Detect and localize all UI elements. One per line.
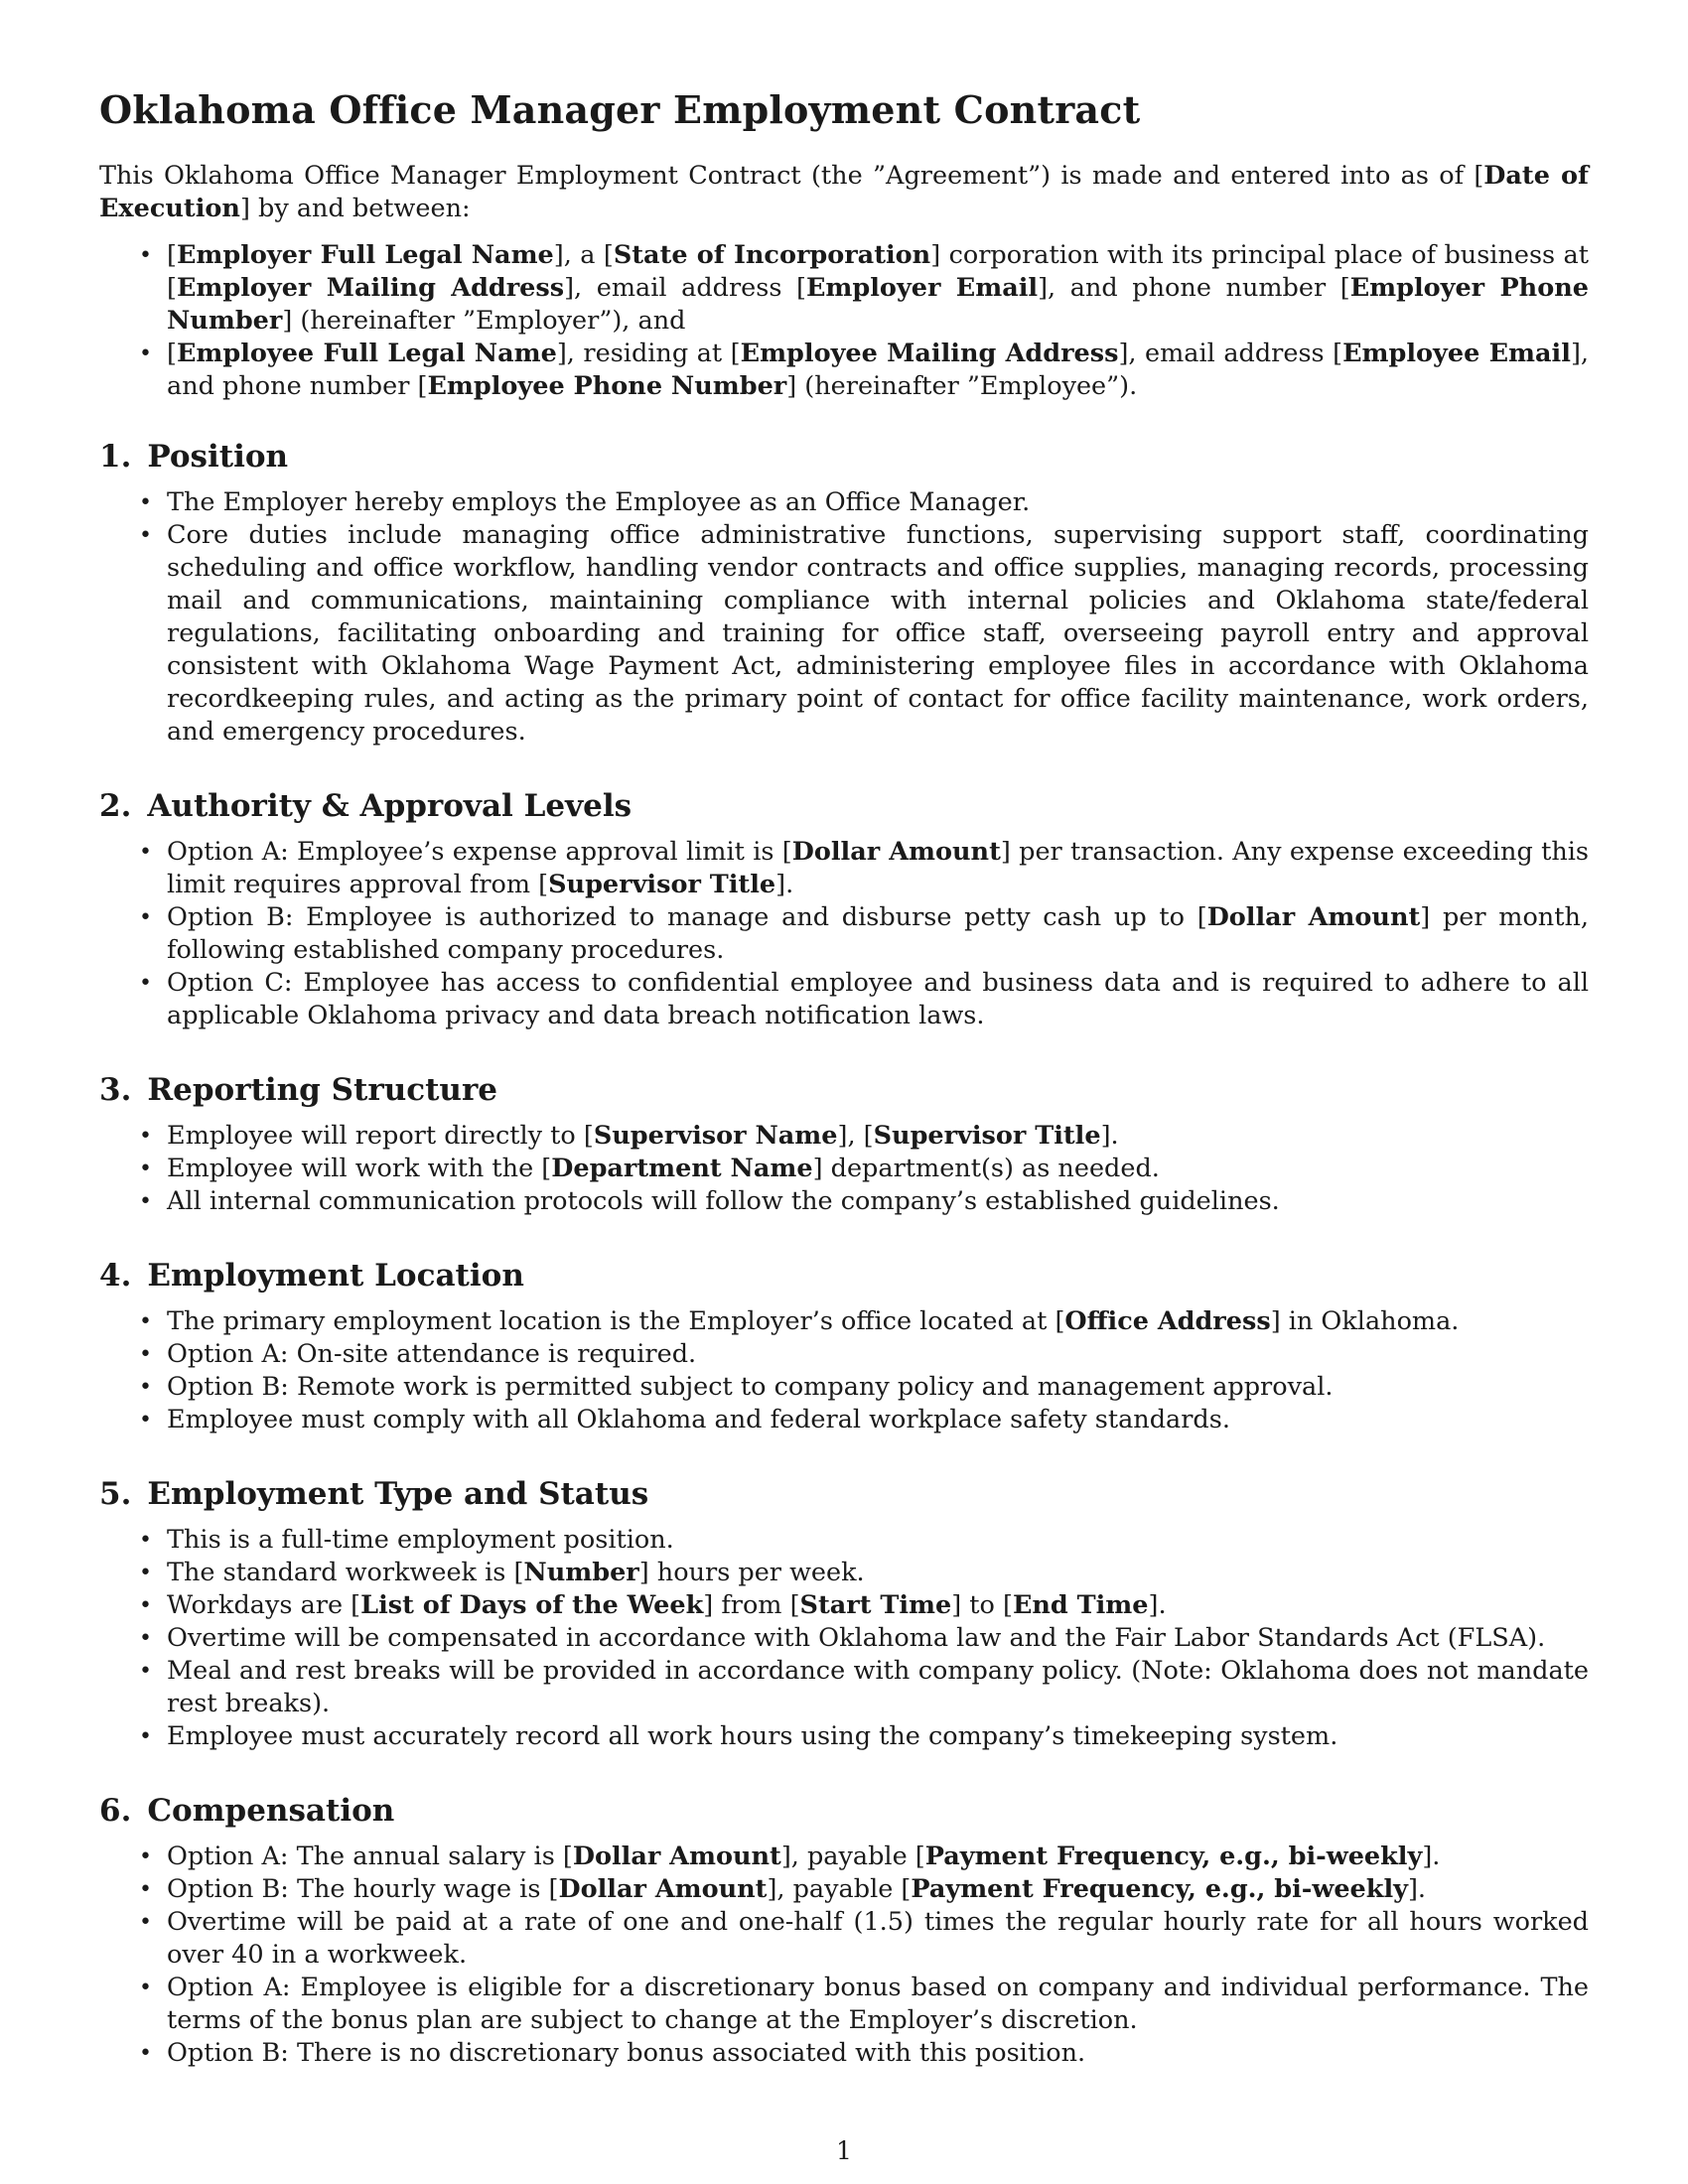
- placeholder-field: End Time: [1012, 1590, 1149, 1620]
- document-title: Oklahoma Office Manager Employment Contract: [99, 87, 1141, 132]
- employee-address-field: Employee Mailing Address: [740, 339, 1119, 368]
- document-page: [99, 87, 1589, 2070]
- placeholder-field: Supervisor Title: [548, 870, 776, 899]
- list-item: • The primary employment location is the Employer’s office located at [Office Address] in Oklahoma.: [99, 1305, 1589, 1338]
- employer-phone-field: Employer Phone Number: [167, 273, 1589, 336]
- list-item: • Overtime will be compensated in accordance with Oklahoma law and the Fair Labor Standards Act (FLSA).: [99, 1622, 1589, 1655]
- placeholder-field: Payment Frequency, e.g., bi-weekly: [924, 1842, 1423, 1871]
- list-item: • The Employer hereby employs the Employee as an Office Manager.: [99, 486, 1589, 519]
- list-item: • Option B: Employee is authorized to manage and disburse petty cash up to [Dollar Amount] per month, following established company procedures.: [99, 901, 1589, 967]
- section-heading: 1. Position: [99, 439, 289, 475]
- list-item: • Option A: The annual salary is [Dollar Amount], payable [Payment Frequency, e.g., bi-weekly].: [99, 1841, 1589, 1873]
- list-item: • Option A: Employee is eligible for a discretionary bonus based on company and individual performance. The terms of the bonus plan are subject to change at the Employer’s discretion.: [99, 1972, 1589, 2037]
- list-item: • Employee will work with the [Department Name] department(s) as needed.: [99, 1153, 1589, 1185]
- placeholder-field: Supervisor Name: [593, 1121, 838, 1151]
- list-item: • Employee must comply with all Oklahoma and federal workplace safety standards.: [99, 1404, 1589, 1436]
- placeholder-field: Office Address: [1064, 1306, 1271, 1336]
- state-of-incorporation-field: State of Incorporation: [613, 240, 931, 270]
- placeholder-field: Dollar Amount: [1206, 902, 1421, 932]
- list-item: • The standard workweek is [Number] hours per week.: [99, 1557, 1589, 1589]
- placeholder-field: List of Days of the Week: [360, 1590, 704, 1620]
- list-item: • Option B: The hourly wage is [Dollar Amount], payable [Payment Frequency, e.g., bi-weekly].: [99, 1873, 1589, 1906]
- placeholder-field: Payment Frequency, e.g., bi-weekly: [911, 1874, 1408, 1904]
- section-heading: 6. Compensation: [99, 1793, 395, 1829]
- employee-name-field: Employee Full Legal Name: [176, 339, 557, 368]
- employer-email-field: Employer Email: [806, 273, 1039, 303]
- list-item: • Meal and rest breaks will be provided in accordance with company policy. (Note: Oklahoma does not mandate rest breaks).: [99, 1655, 1589, 1720]
- list-item: • Overtime will be paid at a rate of one and one-half (1.5) times the regular hourly rate for all hours worked over 40 in a workweek.: [99, 1906, 1589, 1972]
- section-heading: 4. Employment Location: [99, 1258, 524, 1294]
- list-item: • Option B: Remote work is permitted subject to company policy and management approval.: [99, 1371, 1589, 1404]
- intro-paragraph: This Oklahoma Office Manager Employment Contract (the ”Agreement”) is made and entered into as of [Date of Execution] by and between:: [99, 161, 1589, 223]
- placeholder-field: Dollar Amount: [558, 1874, 768, 1904]
- section-reporting: [99, 1072, 1589, 1218]
- placeholder-field: Start Time: [799, 1590, 952, 1620]
- list-item: • This is a full-time employment position.: [99, 1524, 1589, 1557]
- list-item: • Core duties include managing office administrative functions, supervising support staff, coordinating scheduling and office workflow, handling vendor contracts and office supplies, managing records, processing mail and communications, maintaining compliance with internal policies and Oklahoma state/federal regulations, facilitating onboarding and training for office staff, overseeing payroll entry and approval consistent with Oklahoma Wage Payment Act, administering employee files in accordance with Oklahoma recordkeeping rules, and acting as the primary point of contact for office facility maintenance, work orders, and emergency procedures.: [99, 519, 1589, 749]
- employee-phone-field: Employee Phone Number: [427, 371, 787, 401]
- list-item: • Option A: Employee’s expense approval limit is [Dollar Amount] per transaction. Any expense exceeding this limit requires approval from [Supervisor Title].: [99, 836, 1589, 901]
- list-item: • Employee will report directly to [Supervisor Name], [Supervisor Title].: [99, 1120, 1589, 1153]
- list-item: • Option C: Employee has access to confidential employee and business data and is required to adhere to all applicable Oklahoma privacy and data breach notification laws.: [99, 967, 1589, 1032]
- section-heading: 5. Employment Type and Status: [99, 1476, 649, 1512]
- placeholder-field: Dollar Amount: [791, 837, 1001, 867]
- placeholder-field: Dollar Amount: [572, 1842, 781, 1871]
- list-item: • Option A: On-site attendance is required.: [99, 1338, 1589, 1371]
- list-item: • Workdays are [List of Days of the Week] from [Start Time] to [End Time].: [99, 1589, 1589, 1622]
- date-of-execution-field: Date of Execution: [99, 161, 1589, 223]
- list-item: • All internal communication protocols will follow the company’s established guidelines.: [99, 1185, 1589, 1218]
- placeholder-field: Number: [523, 1558, 639, 1587]
- employee-email-field: Employee Email: [1342, 339, 1571, 368]
- placeholder-field: Department Name: [551, 1154, 813, 1183]
- employer-name-field: Employer Full Legal Name: [176, 240, 554, 270]
- section-heading: 2. Authority & Approval Levels: [99, 788, 633, 824]
- employer-address-field: Employer Mailing Address: [176, 273, 565, 303]
- placeholder-field: Supervisor Title: [873, 1121, 1101, 1151]
- section-compensation: [99, 1793, 1589, 2070]
- section-heading: 3. Reporting Structure: [99, 1072, 498, 1108]
- section-employment-type: [99, 1476, 1589, 1753]
- employee-party-item: • [Employee Full Legal Name], residing at [Employee Mailing Address], email address [Employee Email], and phone number [Employee Phone Number] (hereinafter ”Employee”).: [99, 338, 1589, 403]
- section-location: [99, 1258, 1589, 1436]
- list-item: • Option B: There is no discretionary bonus associated with this position.: [99, 2037, 1589, 2070]
- page-number: 1: [836, 2136, 852, 2165]
- list-item: • Employee must accurately record all work hours using the company’s timekeeping system.: [99, 1720, 1589, 1753]
- employer-party-item: • [Employer Full Legal Name], a [State of Incorporation] corporation with its principal place of business at [Employer Mailing Address], email address [Employer Email], and phone number [Employer Phone Number] (hereinafter ”Employer”), and: [99, 239, 1589, 338]
- parties-list: [99, 239, 1589, 403]
- section-authority: [99, 788, 1589, 1032]
- section-position: [99, 439, 1589, 749]
